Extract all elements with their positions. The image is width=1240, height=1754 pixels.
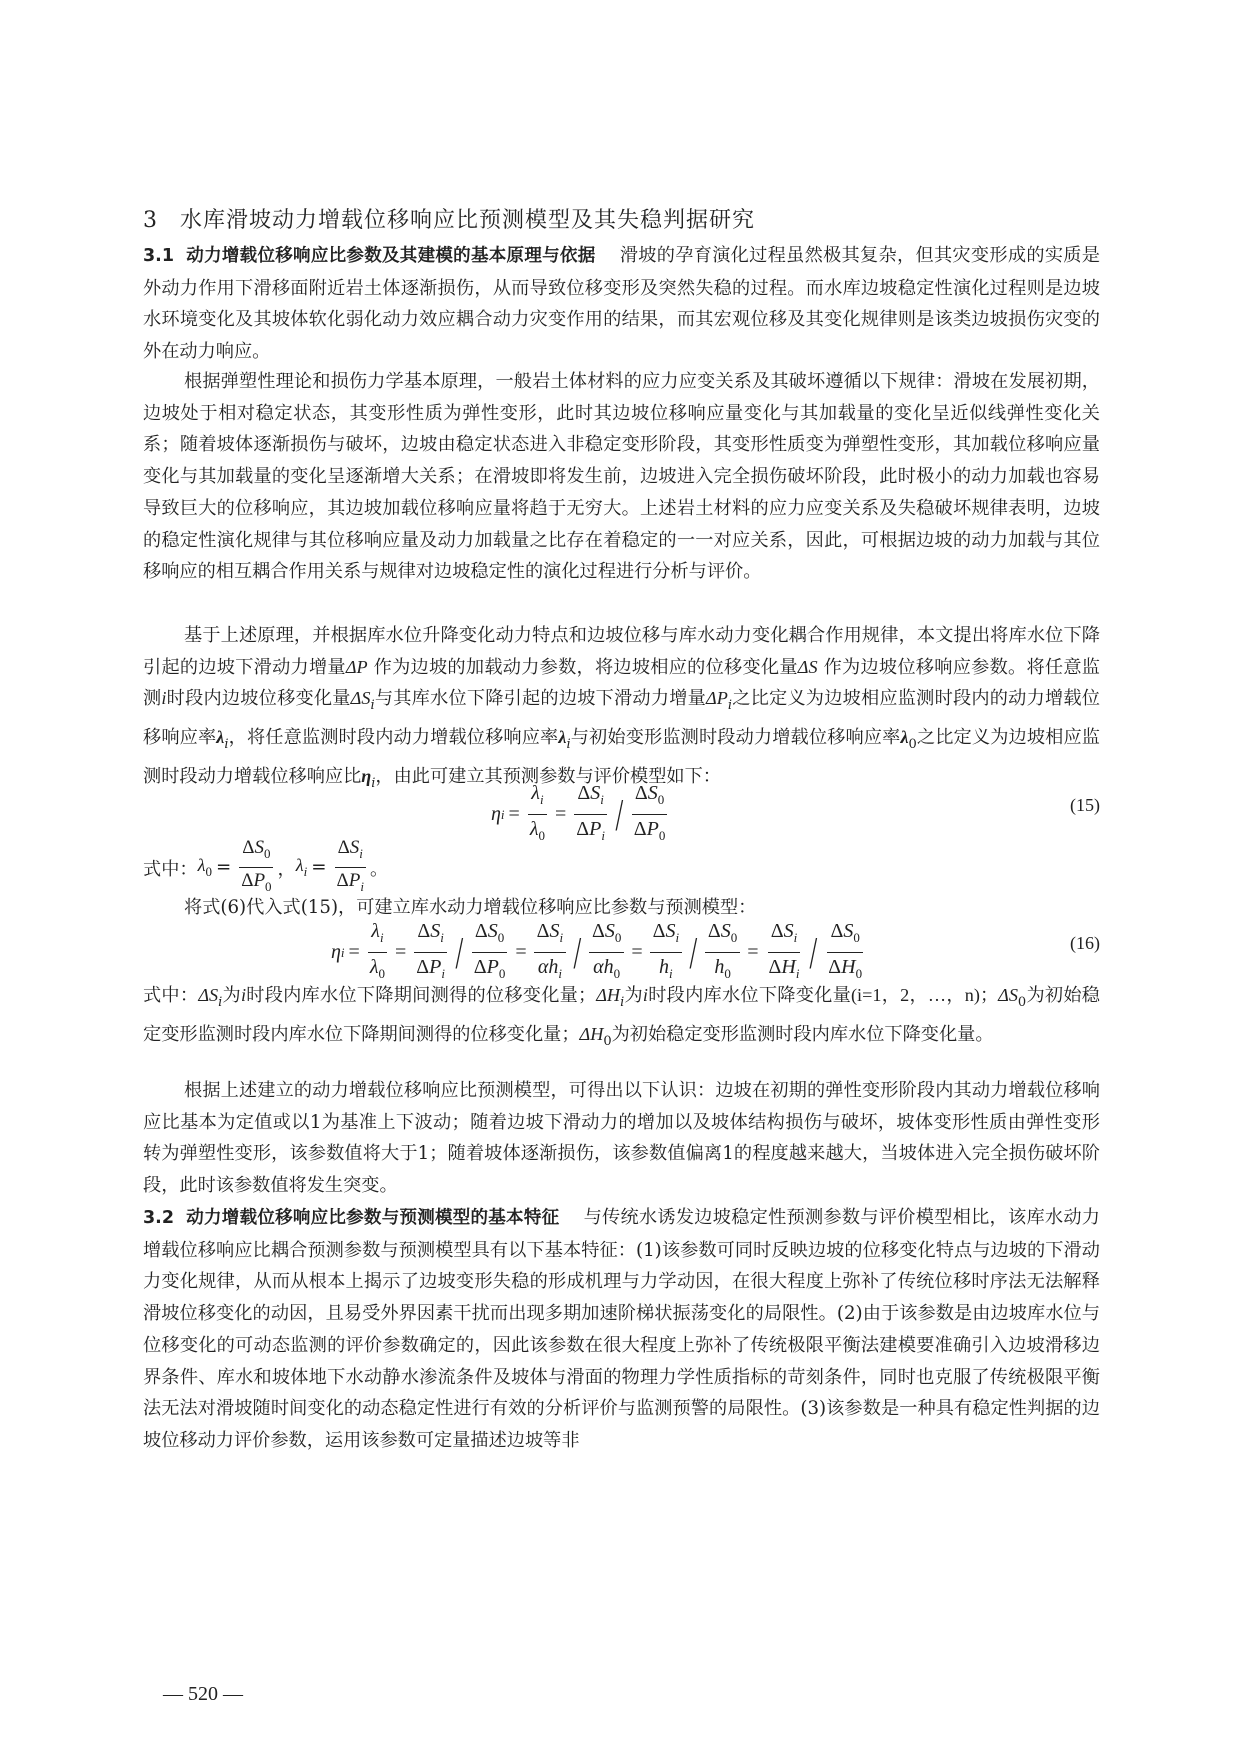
equation-16-number: (16) bbox=[1070, 933, 1100, 953]
paragraph-5: 根据上述建立的动力增载位移响应比预测模型，可得出以下认识：边坡在初期的弹性变形阶段内其动力增载位移响应比基本为定值或以1为基准上下波动；随着边坡下滑动力的增加以及坡体结构损伤与破坏，坡体变形性质由弹性变形转为弹塑性变形，该参数值将大于1；随着坡体逐渐损伤，该参数值偏离1的程度越来越大，当坡体进入完全损伤破坏阶段，此时该参数值将发生突变。 bbox=[143, 1080, 1100, 1197]
paragraph-3-1-text: 滑坡的孕育演化过程虽然极其复杂，但其灾变形成的实质是外动力作用下滑移面附近岩土体逐渐损伤，从而导致位移变形及突然失稳的过程。而水库边坡稳定性演化过程则是边坡水环境变化及其坡体软化弱化动力效应耦合动力灾变作用的结果，而其宏观位移及其变化规律则是该类边坡损伤灾变的外在动力响应。 bbox=[143, 245, 1100, 363]
where-clause-2: 式中：$\Delta S_i$为i时段内库水位下降期间测得的位移变化量；$\Delta H_i$为i时段内库水位下降变化量(i=1，2，…，n)；$\Delta S_0$为初始稳定变形监测时段内库水位下降期间测得的位移变化量；$\Delta H_0$为初始稳定变形监测时段内库水位下降变化量。 bbox=[143, 985, 1100, 1049]
section-title-text: 水库滑坡动力增载位移响应比预测模型及其失稳判据研究 bbox=[180, 208, 756, 233]
section-title bbox=[143, 203, 755, 234]
subsection-heading-3-2: 3.2 动力增载位移响应比参数与预测模型的基本特征 bbox=[143, 1208, 560, 1228]
paragraph-3: 基于上述原理，并根据库水位升降变化动力特点和边坡位移与库水动力变化耦合作用规律，本文提出将库水位下降引起的边坡下滑动力增量ΔP 作为边坡的加载动力参数，将边坡相应的位移变化量ΔS 作为边坡位移响应参数。将任意监测i时段内边坡位移变化量$\Delta S_i$与其库水位下降引起的边坡下滑动力增量$\Delta P_i$之比定义为边坡相应监测时段内的动力增载位移响应率$\lambda_i$，将任意监测时段内动力增载位移响应率$\lambda_i$与初始变形监测时段动力增载位移响应率$\lambda_0$之比定义为边坡相应监测时段动力增载位移响应比$\eta_i$，由此可建立其预测参数与评价模型如下： bbox=[143, 625, 1100, 791]
where-clause-1: 式中： $\lambda_0$ = $\frac{\Delta S_0}{\Delta P_0}$ ， $\lambda_i$ = $\frac{\Delta S_i}{\Delta P_i}$ 。 bbox=[143, 837, 389, 894]
equation-15: η i = $\frac{\lambda_i}{\lambda_0}$ = $\frac{\Delta S_i}{\Delta P_i}$ / $\frac{\Delta S_0}{\Delta P_0}$ (15) bbox=[491, 782, 1100, 843]
paragraph-4: 将式(6)代入式(15)，可建立库水动力增载位移响应比参数与预测模型： bbox=[184, 897, 757, 918]
paragraph-3-1 bbox=[143, 240, 1100, 368]
section-number: 3 bbox=[143, 208, 158, 233]
equation-15-number: (15) bbox=[1070, 795, 1100, 815]
subsection-heading-3-1: 3.1 动力增载位移响应比参数及其建模的基本原理与依据 bbox=[143, 246, 596, 266]
equation-16: η i = $\frac{\lambda_i}{\lambda_0}$ = $\frac{\Delta S_i}{\Delta P_i}$ / $\frac{\Delta S_0}{\Delta P_0}$ = $\frac{\Delta S_i}{\alpha h_i}$ / $\frac{\Delta S_0}{\alpha h_0}$ = $\frac{\Delta S_i}{h_i}$ / $\frac{\Delta S_0}{h_0}$ = $\frac{\Delta S_i}{\Delta H_i}$ / $\frac{\Delta S_0}{\Delta H_0}$ (16) bbox=[331, 920, 1100, 981]
page bbox=[143, 0, 1100, 1754]
paragraph-3-2 bbox=[143, 1202, 1100, 1457]
page-number: — 520 — bbox=[163, 1683, 243, 1705]
paragraph-3-2-text: 与传统水诱发边坡稳定性预测参数与评价模型相比，该库水动力增载位移响应比耦合预测参数与预测模型具有以下基本特征：(1)该参数可同时反映边坡的位移变化特点与边坡的下滑动力变化规律，从而从根本上揭示了边坡变形失稳的形成机理与力学动因，在很大程度上弥补了传统位移时序法无法解释滑坡位移变化的动因，且易受外界因素干扰而出现多期加速阶梯状振荡变化的局限性。(2)由于该参数是由边坡库水位与位移变化的可动态监测的评价参数确定的，因此该参数在很大程度上弥补了传统极限平衡法建模要准确引入边坡滑移边界条件、库水和坡体地下水动静水渗流条件及坡体与滑面的物理力学性质指标的苛刻条件，同时也克服了传统极限平衡法无法对滑坡随时间变化的动态稳定性进行有效的分析评价与监测预警的局限性。(3)该参数是一种具有稳定性判据的边坡位移动力评价参数，运用该参数可定量描述边坡等非 bbox=[143, 1207, 1100, 1451]
paragraph-2: 根据弹塑性理论和损伤力学基本原理，一般岩土体材料的应力应变关系及其破坏遵循以下规律：滑坡在发展初期，边坡处于相对稳定状态，其变形性质为弹性变形，此时其边坡位移响应量变化与其加载量的变化呈近似线弹性变化关系；随着坡体逐渐损伤与破坏，边坡由稳定状态进入非稳定变形阶段，其变形性质变为弹塑性变形，其加载位移响应量变化与其加载量的变化呈逐渐增大关系；在滑坡即将发生前，边坡进入完全损伤破坏阶段，此时极小的动力加载也容易导致巨大的位移响应，其边坡加载位移响应量将趋于无穷大。上述岩土材料的应力应变关系及失稳破坏规律表明，边坡的稳定性演化规律与其位移响应量及动力加载量之比存在着稳定的一一对应关系，因此，可根据边坡的动力加载与其位移响应的相互耦合作用关系与规律对边坡稳定性的演化过程进行分析与评价。 bbox=[143, 371, 1100, 583]
